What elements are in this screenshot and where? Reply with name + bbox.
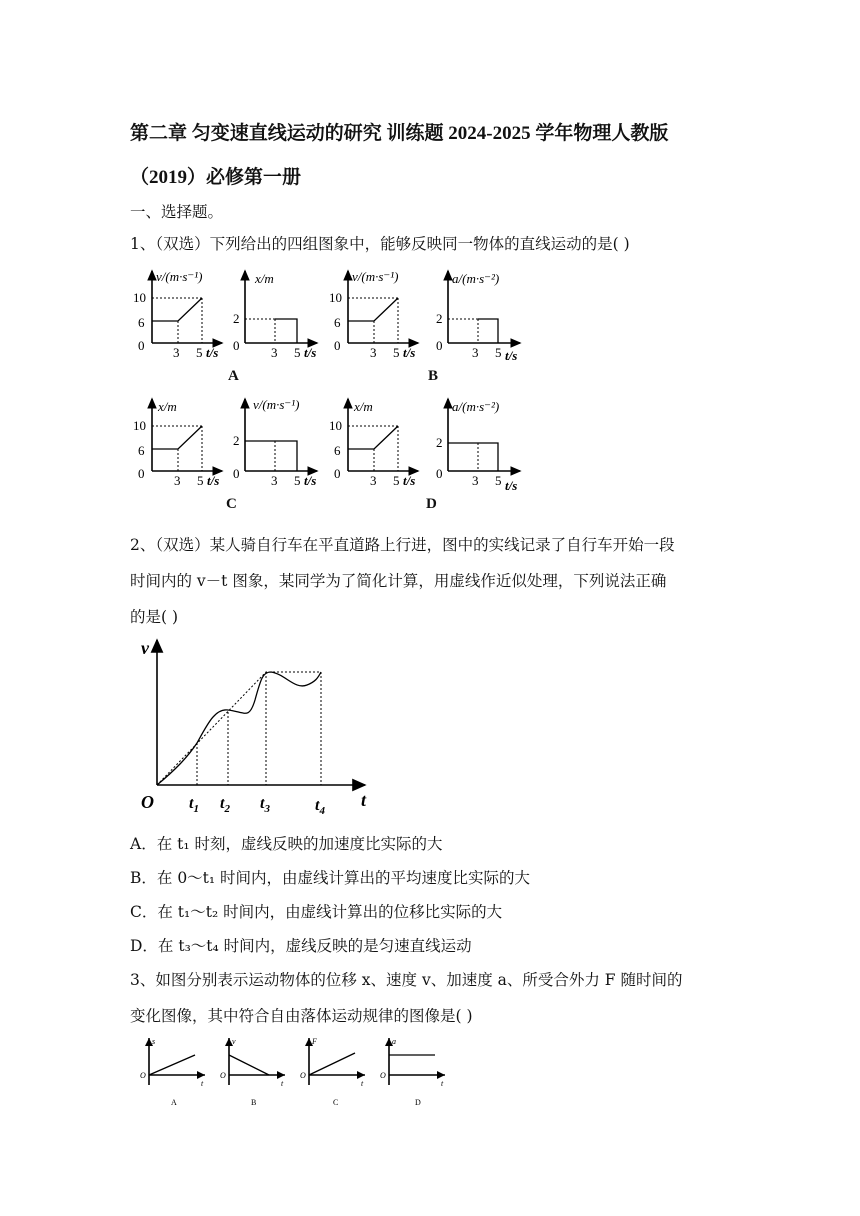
question-1-stem: 1、（双选）下列给出的四组图象中，能够反映同一物体的直线运动的是( ) xyxy=(130,235,630,253)
graph-1b-xlabel: t/s xyxy=(304,345,317,360)
q3-a-ylabel: s xyxy=(152,1037,156,1046)
graph-1d-ytick-0: 0 xyxy=(436,338,443,353)
graph-1c-ytick-0: 0 xyxy=(334,338,341,353)
graph-1a-xlabel: t/s xyxy=(206,345,219,360)
q3-c-caption: C xyxy=(333,1098,339,1107)
q3-graph-a xyxy=(140,1037,205,1107)
q3-d-ylabel: a xyxy=(392,1037,396,1046)
graph-2a-ytick-6: 6 xyxy=(138,443,145,458)
q3-graph-c xyxy=(300,1037,365,1107)
graph-2b-xtick-3: 3 xyxy=(271,473,278,488)
section-heading: 一、选择题。 xyxy=(130,203,224,221)
graph-2a-ytick-10: 10 xyxy=(133,418,146,433)
graph-2c-xlabel: t/s xyxy=(403,473,416,488)
q3-b-origin: O xyxy=(220,1071,226,1080)
graph-1a xyxy=(133,269,222,360)
graph-1a-line xyxy=(152,298,202,321)
graph-2c-line xyxy=(348,426,398,449)
q3-a-caption: A xyxy=(171,1098,177,1107)
graph-2a-xlabel: t/s xyxy=(207,473,220,488)
q3-d-xlabel: t xyxy=(441,1079,444,1088)
q3-d-caption: D xyxy=(415,1098,421,1107)
q1-caption-a: A xyxy=(228,368,239,384)
graph-1d-ylabel: a/(m·s⁻²) xyxy=(452,271,500,286)
graph-2d-ylabel: a/(m·s⁻²) xyxy=(452,399,500,414)
graph-1a-ytick-6: 6 xyxy=(138,315,145,330)
question-3-line-1: 3、如图分别表示运动物体的位移 x、速度 v、加速度 a、所受合外力 F 随时间的 xyxy=(130,971,683,989)
question-3-stem xyxy=(130,962,740,1034)
question-2-option-b: B．在 0～t₁ 时间内，由虚线计算出的平均速度比实际的大 xyxy=(130,869,531,887)
q3-b-line xyxy=(229,1055,269,1075)
title-line-1: 第二章 匀变速直线运动的研究 训练题 2024-2025 学年物理人教版 xyxy=(130,123,669,144)
graph-1d-xlabel: t/s xyxy=(505,348,518,363)
graph-2a-line xyxy=(152,426,202,449)
q1-caption-b: B xyxy=(428,368,439,384)
graph-1c-line xyxy=(348,298,398,321)
graph-2a-ylabel: x/m xyxy=(158,399,177,414)
q3-c-ylabel: F xyxy=(312,1037,317,1046)
graph-2a-xtick-5: 5 xyxy=(197,473,204,488)
graph-2c xyxy=(329,399,418,488)
graph-2b-ytick-0: 0 xyxy=(233,466,240,481)
graph-1b xyxy=(233,271,317,360)
graph-1b-ylabel: x/m xyxy=(255,271,274,286)
q3-a-origin: O xyxy=(140,1071,146,1080)
graph-2b-xtick-5: 5 xyxy=(294,473,301,488)
q2-xtick-t1: $t_1$ xyxy=(189,795,199,815)
q2-xtick-t4: $t_4$ xyxy=(315,797,325,815)
q3-b-xlabel: t xyxy=(281,1079,284,1088)
q2-xlabel: t xyxy=(361,790,367,810)
question-2-line-2: 时间内的 v－t 图象，某同学为了简化计算，用虚线作近似处理，下列说法正确 xyxy=(130,572,667,590)
graph-1b-xtick-3: 3 xyxy=(271,345,278,360)
q3-c-line xyxy=(309,1053,355,1075)
question-3-figure xyxy=(135,1035,455,1110)
q2-actual-curve xyxy=(157,672,321,785)
graph-1c xyxy=(329,269,418,360)
graph-2d-ytick-2: 2 xyxy=(436,435,443,450)
question-2-figure xyxy=(135,630,385,815)
graph-1d-xtick-3: 3 xyxy=(472,345,479,360)
graph-2c-ytick-10: 10 xyxy=(329,418,342,433)
graph-1c-xtick-3: 3 xyxy=(370,345,377,360)
q3-b-caption: B xyxy=(251,1098,257,1107)
question-3-line-2: 变化图像，其中符合自由落体运动规律的图像是( ) xyxy=(130,1007,473,1025)
graph-2c-ylabel: x/m xyxy=(354,399,373,414)
q2-origin: O xyxy=(141,792,154,812)
graph-2b-ylabel: v/(m·s⁻¹) xyxy=(253,397,300,412)
graph-2a xyxy=(133,399,222,488)
q3-graph-d xyxy=(380,1037,445,1107)
q3-d-origin: O xyxy=(380,1071,386,1080)
graph-2b xyxy=(233,397,317,488)
question-2-option-c: C．在 t₁～t₂ 时间内，由虚线计算出的位移比实际的大 xyxy=(130,903,503,921)
graph-2c-ytick-6: 6 xyxy=(334,443,341,458)
graph-1b-xtick-5: 5 xyxy=(294,345,301,360)
graph-2d-xtick-3: 3 xyxy=(472,473,479,488)
graph-1a-ytick-0: 0 xyxy=(138,338,145,353)
q3-c-origin: O xyxy=(300,1071,306,1080)
graph-1c-ytick-6: 6 xyxy=(334,315,341,330)
graph-1d-line xyxy=(478,319,498,343)
question-1-figure xyxy=(130,265,540,515)
graph-2d-line xyxy=(448,443,498,471)
graph-1a-ytick-10: 10 xyxy=(133,290,146,305)
question-2-stem xyxy=(130,527,740,635)
graph-1b-line xyxy=(275,319,297,343)
q2-xtick-t3: $t_3$ xyxy=(260,795,270,815)
q1-caption-d: D xyxy=(426,496,437,512)
q3-b-ylabel: v xyxy=(232,1037,236,1046)
q2-xtick-t2: $t_2$ xyxy=(220,795,230,815)
graph-1d-xtick-5: 5 xyxy=(495,345,502,360)
graph-2d-xlabel: t/s xyxy=(505,478,518,493)
document-title xyxy=(130,112,750,200)
graph-1c-ylabel: v/(m·s⁻¹) xyxy=(352,269,399,284)
graph-1a-ylabel: v/(m·s⁻¹) xyxy=(156,269,203,284)
graph-1a-xtick-5: 5 xyxy=(196,345,203,360)
graph-2c-xtick-3: 3 xyxy=(370,473,377,488)
q3-a-xlabel: t xyxy=(201,1079,204,1088)
title-line-2: （2019）必修第一册 xyxy=(130,167,302,188)
question-2-option-d: D．在 t₃～t₄ 时间内，虚线反映的是匀速直线运动 xyxy=(130,937,472,955)
q3-c-xlabel: t xyxy=(361,1079,364,1088)
graph-2c-xtick-5: 5 xyxy=(393,473,400,488)
graph-1d xyxy=(436,271,520,363)
graph-2a-ytick-0: 0 xyxy=(138,466,145,481)
question-2-line-3: 的是( ) xyxy=(130,608,179,626)
graph-1c-ytick-10: 10 xyxy=(329,290,342,305)
question-2-option-a: A．在 t₁ 时刻，虚线反映的加速度比实际的大 xyxy=(130,835,443,853)
graph-2c-ytick-0: 0 xyxy=(334,466,341,481)
graph-2d-xtick-5: 5 xyxy=(495,473,502,488)
q3-graph-b xyxy=(220,1037,285,1107)
graph-1b-ytick-2: 2 xyxy=(233,311,240,326)
graph-1b-ytick-0: 0 xyxy=(233,338,240,353)
graph-1c-xtick-5: 5 xyxy=(393,345,400,360)
graph-1c-xlabel: t/s xyxy=(403,345,416,360)
graph-2a-xtick-3: 3 xyxy=(174,473,181,488)
graph-1a-xtick-3: 3 xyxy=(173,345,180,360)
graph-2d-ytick-0: 0 xyxy=(436,466,443,481)
graph-2d xyxy=(436,399,520,493)
graph-2b-ytick-2: 2 xyxy=(233,433,240,448)
question-2-line-1: 2、（双选）某人骑自行车在平直道路上行进，图中的实线记录了自行车开始一段 xyxy=(130,536,675,554)
q2-dashed-line xyxy=(157,672,321,785)
graph-2b-line xyxy=(245,441,297,471)
graph-2b-xlabel: t/s xyxy=(304,473,317,488)
q3-a-line xyxy=(149,1055,195,1075)
graph-1d-ytick-2: 2 xyxy=(436,311,443,326)
q2-ylabel: v xyxy=(141,638,149,658)
q1-caption-c: C xyxy=(226,496,237,512)
